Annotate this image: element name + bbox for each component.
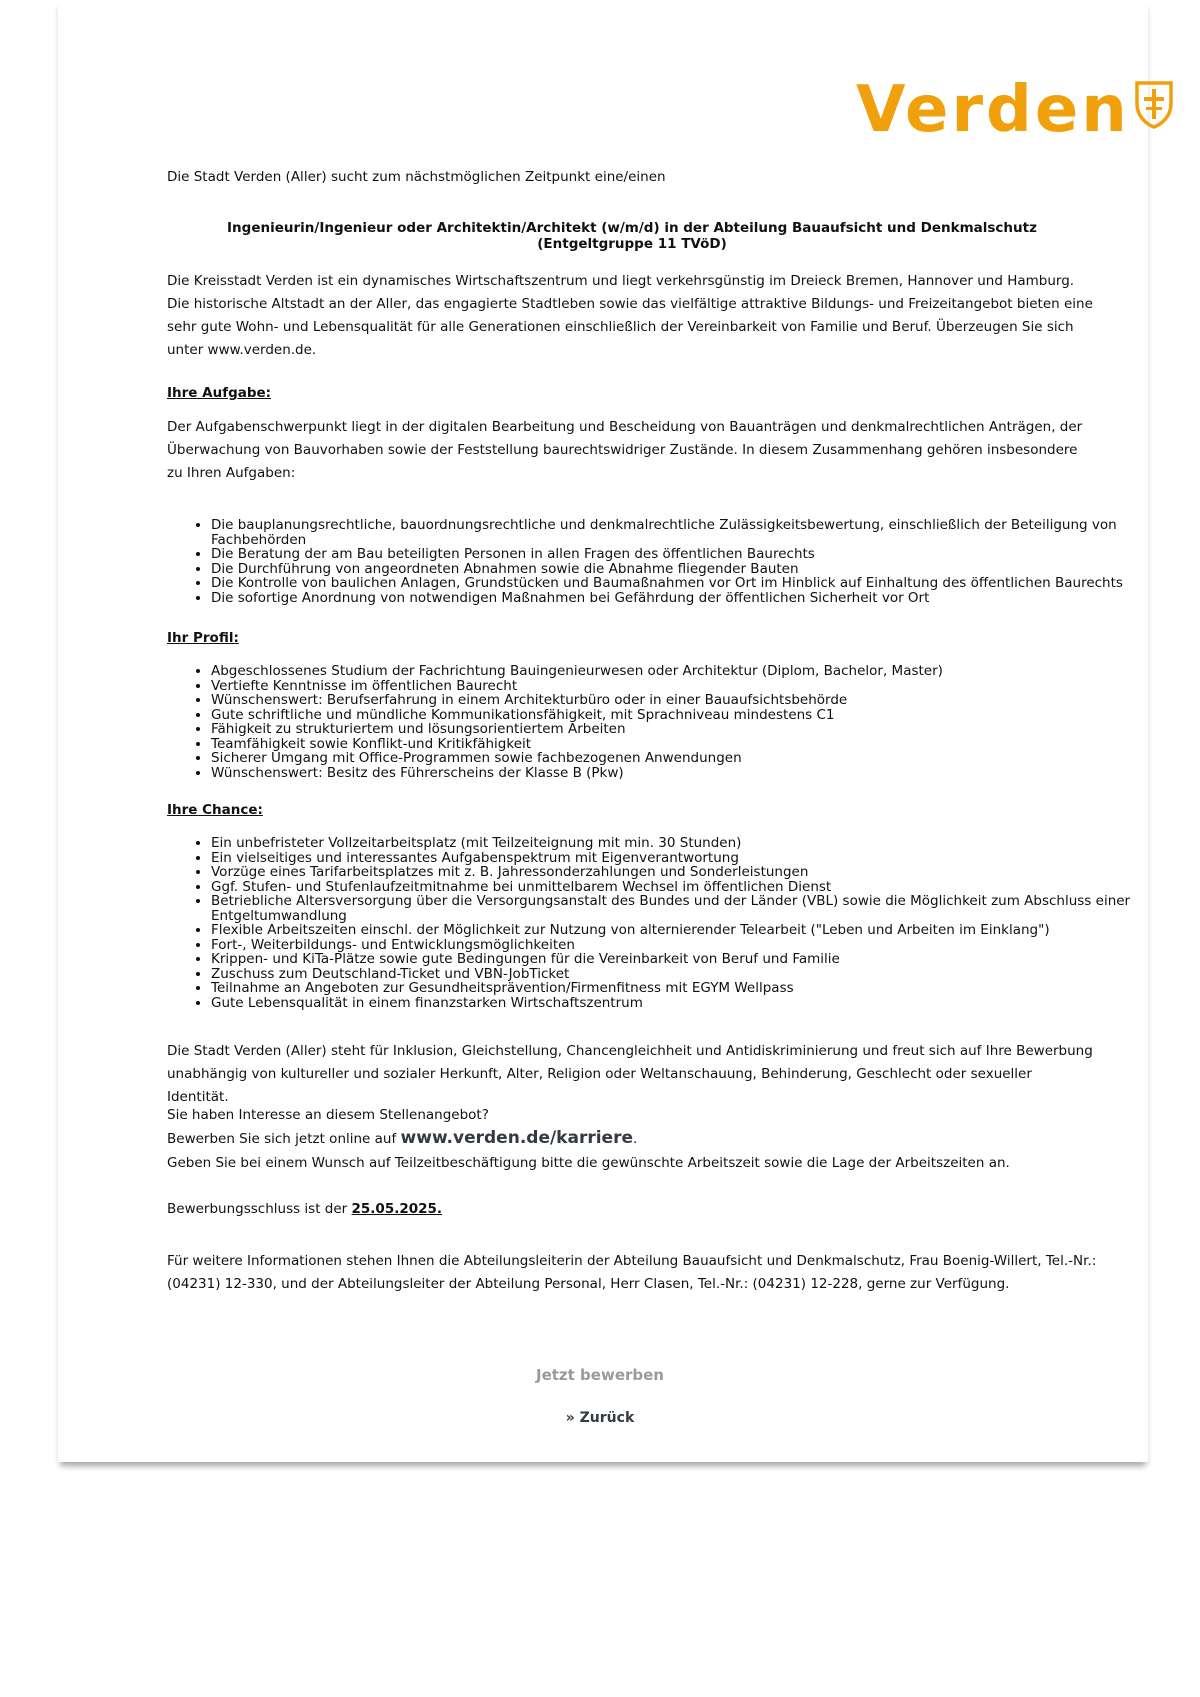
apply-question: Sie haben Interesse an diesem Stellenangebot? xyxy=(167,1107,489,1123)
career-link[interactable]: www.verden.de/karriere xyxy=(400,1128,633,1148)
list-item: • Die sofortige Anordnung von notwendigen Maßnahmen bei Gefährdung der öffentlichen Sicherheit vor Ort xyxy=(211,591,1146,606)
list-item: • Ein unbefristeter Vollzeitarbeitsplatz (mit Teilzeiteignung mit min. 30 Stunden) xyxy=(211,836,1146,851)
list-item: • Fort-, Weiterbildungs- und Entwicklungsmöglichkeiten xyxy=(211,938,1146,953)
list-item: • Vorzüge eines Tarifarbeitsplatzes mit z. B. Jahressonderzahlungen und Sonderleistungen xyxy=(211,865,1146,880)
list-item: • Ein vielseitiges und interessantes Aufgabenspektrum mit Eigenverantwortung xyxy=(211,851,1146,866)
contact-info: Für weitere Informationen stehen Ihnen die Abteilungsleiterin der Abteilung Bauaufsicht und Denkmalschutz, Frau Boenig-Willert, Tel.-Nr.: (04231) 12-330, und der Abteilungsleiter der Abteilung Personal, Herr Clasen, Tel.-Nr.: (04231) 12-228, gerne zur Verfügung. xyxy=(167,1253,1097,1292)
tasks-heading: Ihre Aufgabe: xyxy=(167,385,272,401)
deadline-date: 25.05.2025. xyxy=(351,1201,443,1217)
list-item: • Gute schriftliche und mündliche Kommunikationsfähigkeit, mit Sprachniveau mindestens C1 xyxy=(211,708,1146,723)
tasks-text: Der Aufgabenschwerpunkt liegt in der digitalen Bearbeitung und Bescheidung von Bauanträgen und denkmalrechtlichen Anträgen, der Überwachung von Bauvorhaben sowie der Feststellung baurechtswidriger Zustände. In diesem Zusammenhang gehören insbesondere zu Ihren Aufgaben: xyxy=(167,419,1083,481)
list-item: • Die Beratung der am Bau beteiligten Personen in allen Fragen des öffentlichen Baurechts xyxy=(211,547,1146,562)
city-shield-cross-icon xyxy=(1134,80,1174,134)
list-item: • Teamfähigkeit sowie Konflikt-und Kritikfähigkeit xyxy=(211,737,1146,752)
parttime-note: Geben Sie bei einem Wunsch auf Teilzeitbeschäftigung bitte die gewünschte Arbeitszeit sowie die Lage der Arbeitszeiten an. xyxy=(167,1155,1010,1171)
list-item: • Die Kontrolle von baulichen Anlagen, Grundstücken und Baumaßnahmen vor Ort im Hinblick auf Einhaltung des öffentlichen Baurechts xyxy=(211,576,1146,591)
logo-text: Verden xyxy=(856,73,1130,147)
list-item: • Vertiefte Kenntnisse im öffentlichen Baurecht xyxy=(211,679,1146,694)
profile-list xyxy=(167,664,1146,780)
list-item: • Die Durchführung von angeordneten Abnahmen sowie die Abnahme fliegender Bauten xyxy=(211,562,1146,577)
inclusion-statement: Die Stadt Verden (Aller) steht für Inklusion, Gleichstellung, Chancengleichheit und Antidiskriminierung und freut sich auf Ihre Bewerbung unabhängig von kultureller und sozialer Herkunft, Alter, Religion oder Weltanschauung, Behinderung, Geschlecht oder sexueller Identität. xyxy=(167,1043,1093,1105)
list-item: • Wünschenswert: Berufserfahrung in einem Architekturbüro oder in einer Bauaufsichtsbehörde xyxy=(211,693,1146,708)
list-item: • Abgeschlossenes Studium der Fachrichtung Bauingenieurwesen oder Architektur (Diplom, Bachelor, Master) xyxy=(211,664,1146,679)
list-item: • Ggf. Stufen- und Stufenlaufzeitmitnahme bei unmittelbarem Wechsel im öffentlichen Dienst xyxy=(211,880,1146,895)
tasks-list xyxy=(167,518,1146,605)
chance-heading: Ihre Chance: xyxy=(167,802,263,818)
deadline xyxy=(167,1198,1097,1221)
verden-logo xyxy=(856,73,1174,147)
apply-prefix: Bewerben Sie sich jetzt online auf xyxy=(167,1131,401,1147)
job-title-line1: Ingenieurin/Ingenieur oder Architektin/Architekt (w/m/d) in der Abteilung Bauaufsicht und Denkmalschutz xyxy=(227,220,1037,236)
apply-now-button[interactable]: Jetzt bewerben xyxy=(536,1366,664,1384)
list-item: • Die bauplanungsrechtliche, bauordnungsrechtliche und denkmalrechtliche Zulässigkeitsbewertung, einschließlich der Beteiligung von Fachbehörden xyxy=(211,518,1146,547)
list-item: • Gute Lebensqualität in einem finanzstarken Wirtschaftszentrum xyxy=(211,996,1146,1011)
list-item: • Fähigkeit zu strukturiertem und lösungsorientiertem Arbeiten xyxy=(211,722,1146,737)
apply-suffix: . xyxy=(633,1131,638,1147)
list-item: • Betriebliche Altersversorgung über die Versorgungsanstalt des Bundes und der Länder (VBL) sowie die Möglichkeit zum Abschluss einer Entgeltumwandlung xyxy=(211,894,1146,923)
job-title-line2: (Entgeltgruppe 11 TVöD) xyxy=(537,236,727,252)
job-title xyxy=(167,220,1097,252)
back-link[interactable]: » Zurück xyxy=(565,1410,635,1426)
apply-online-line xyxy=(167,1127,1097,1151)
city-description: Die Kreisstadt Verden ist ein dynamisches Wirtschaftszentrum und liegt verkehrsgünstig im Dreieck Bremen, Hannover und Hamburg. Die historische Altstadt an der Aller, das engagierte Stadtleben sowie das vielfältige attraktive Bildungs- und Freizeitangebot bieten eine sehr gute Wohn- und Lebensqualität für alle Generationen einschließlich der Vereinbarkeit von Familie und Beruf. Überzeugen Sie sich unter www.verden.de. xyxy=(167,273,1093,358)
list-item: • Flexible Arbeitszeiten einschl. der Möglichkeit zur Nutzung von alternierender Telearbeit ("Leben und Arbeiten im Einklang") xyxy=(211,923,1146,938)
list-item: • Sicherer Umgang mit Office-Programmen sowie fachbezogenen Anwendungen xyxy=(211,751,1146,766)
list-item: • Wünschenswert: Besitz des Führerscheins der Klasse B (Pkw) xyxy=(211,766,1146,781)
deadline-prefix: Bewerbungsschluss ist der xyxy=(167,1201,352,1217)
chance-list xyxy=(167,836,1146,1010)
profile-heading: Ihr Profil: xyxy=(167,630,239,646)
list-item: • Krippen- und KiTa-Plätze sowie gute Bedingungen für die Vereinbarkeit von Beruf und Familie xyxy=(211,952,1146,967)
intro-text: Die Stadt Verden (Aller) sucht zum nächstmöglichen Zeitpunkt eine/einen xyxy=(167,169,666,185)
list-item: • Teilnahme an Angeboten zur Gesundheitsprävention/Firmenfitness mit EGYM Wellpass xyxy=(211,981,1146,996)
list-item: • Zuschuss zum Deutschland-Ticket und VBN-JobTicket xyxy=(211,967,1146,982)
